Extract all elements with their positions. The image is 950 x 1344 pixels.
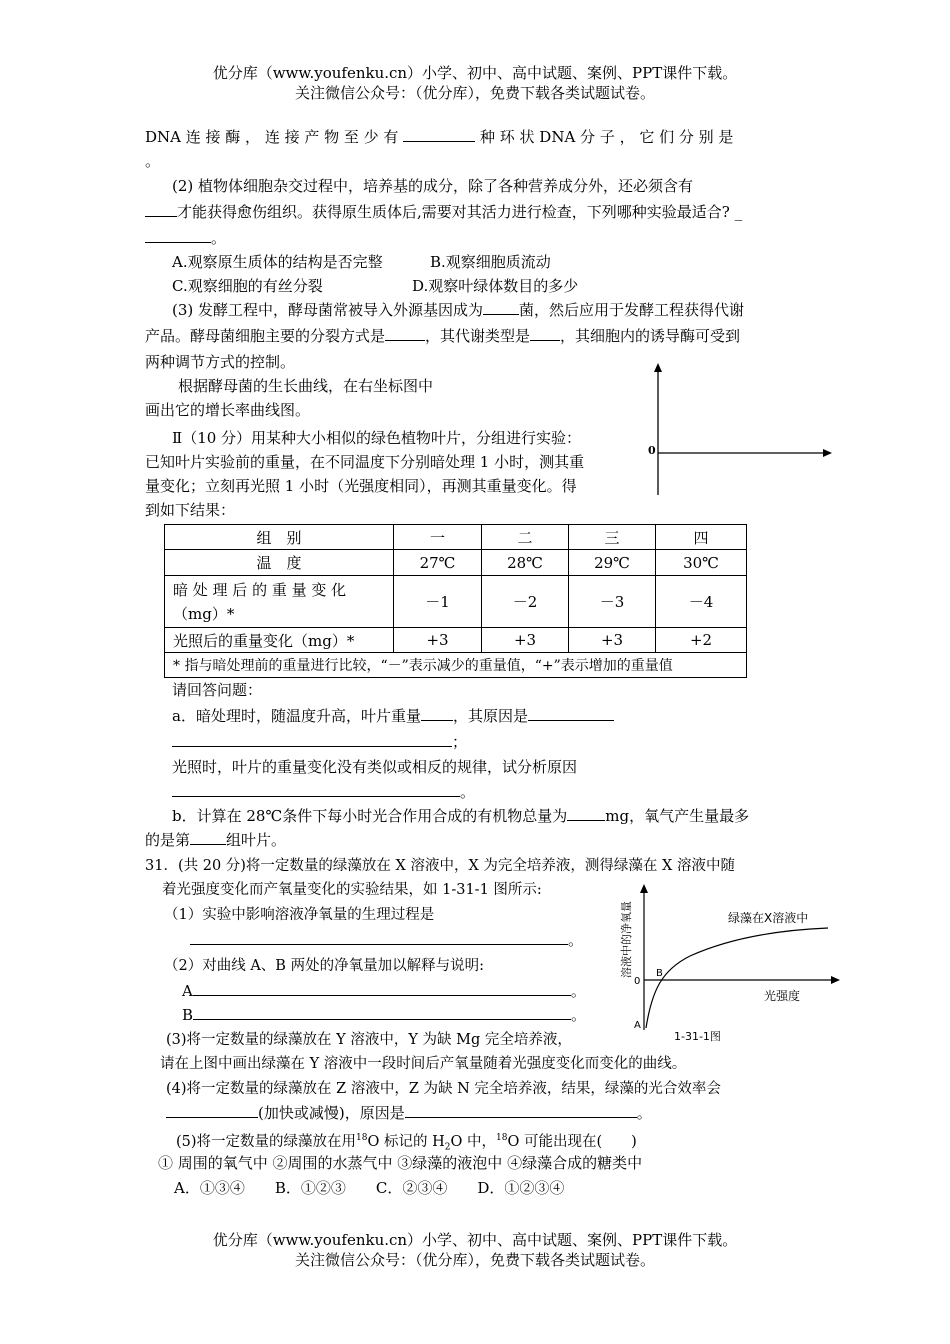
q31-label-b: B	[182, 1006, 194, 1024]
q31-5-sub: 2	[444, 1142, 451, 1153]
group-cell: 三	[569, 525, 656, 550]
header-line-1: 优分库（www.youfenku.cn）小学、初中、高中试题、案例、PPT课件下载。	[212, 64, 738, 82]
qa-blank-2[interactable]	[528, 704, 614, 721]
q2-line-3	[145, 226, 226, 250]
axis-zero-label: 0	[648, 444, 656, 457]
q31-blank-4a[interactable]	[166, 1101, 258, 1118]
dark-cell: －3	[569, 576, 656, 628]
row-label-group: 组 别	[165, 525, 394, 550]
q2-line-2	[145, 200, 742, 224]
qb-line-1	[172, 804, 749, 828]
q3-line-3: 两种调节方式的控制。	[145, 353, 296, 371]
graph-point-a: A	[634, 1020, 641, 1031]
q3-line-4: 根据酵母菌的生长曲线，在右坐标图中	[178, 377, 434, 395]
q31-end-a: 。	[570, 982, 586, 1000]
light-cell: +3	[482, 628, 569, 653]
q3-text-e: ，其细胞内的诱导酶可受到	[560, 327, 741, 345]
temp-cell: 27℃	[394, 550, 482, 576]
qa-line-3: 光照时，叶片的重量变化没有类似或相反的规律，试分析原因	[172, 758, 578, 776]
qa-text-2: ，其原因是	[452, 707, 528, 725]
graph-ylabel: 溶液中的净氧量	[620, 901, 633, 978]
qb-text-4: 组叶片。	[226, 831, 287, 849]
ask-line: 请回答问题：	[172, 681, 263, 699]
q31-sub-1: （1）实验中影响溶液净氧量的生理过程是	[164, 907, 435, 923]
part2-intro-3: 量变化；立刻再光照 1 小时（光强度相同），再测其重量变化。得	[145, 477, 577, 495]
q31-sub-3a: (3)将一定数量的绿藻放在 Y 溶液中，Y 为缺 Mg 完全培养液，	[166, 1032, 572, 1048]
q31-sub-4a: (4)将一定数量的绿藻放在 Z 溶液中，Z 为缺 N 完全培养液，结果，绿藻的光合效率会	[166, 1081, 721, 1097]
graph-caption: 1-31-1图	[674, 1030, 721, 1043]
table-row	[165, 576, 747, 628]
row-label-temp: 温 度	[165, 550, 394, 576]
qb-blank-1[interactable]	[567, 804, 605, 821]
graph-curve-label: 绿藻在X溶液中	[728, 911, 809, 925]
q1-end: 。	[145, 152, 161, 170]
q31-sub-2: （2）对曲线 A、B 两处的净氧量加以解释与说明:	[164, 958, 484, 974]
qb-text-2: mg，氧气产生量最多	[605, 807, 750, 825]
q2-blank-1[interactable]	[145, 200, 177, 217]
graph-y-arrow-icon	[640, 884, 648, 893]
light-cell: +2	[656, 628, 747, 653]
qa-text-5: 。	[460, 783, 476, 801]
q3-text-c: 产品。酵母菌细胞主要的分裂方式是	[145, 327, 386, 345]
qa-text-3: ；	[452, 733, 468, 751]
footer-line-1: 优分库（www.youfenku.cn）小学、初中、高中试题、案例、PPT课件下载。	[212, 1231, 738, 1249]
q2-text-b: 才能获得愈伤组织。获得原生质体后,需要对其活力进行检查，下列哪种实验最适合? _	[177, 203, 743, 221]
growth-axes	[640, 362, 835, 497]
q31-5-text-a: (5)将一定数量的绿藻放在用	[176, 1133, 357, 1150]
q1-text-b: 种 环 状 DNA 分 子 ， 它 们 分 别 是	[480, 128, 734, 146]
part2-intro-2: 已知叶片实验前的重量，在不同温度下分别暗处理 1 小时，测其重	[145, 453, 585, 471]
q31-blank-1[interactable]	[190, 928, 568, 945]
q31-5-choices: A．①③④ B．①②③ C．②③④ D．①②③④	[174, 1179, 565, 1197]
q31-5-sup-1: 18	[356, 1133, 368, 1143]
dark-cell: －4	[656, 576, 747, 628]
q1-blank[interactable]	[403, 125, 475, 142]
q3-line-5: 画出它的增长率曲线图。	[145, 401, 311, 419]
q31-5-options: ① 周围的氧气中 ②周围的水蒸气中 ③绿藻的液泡中 ④绿藻合成的糖类中	[158, 1154, 643, 1172]
table-note: * 指与暗处理前的重量进行比较，“－”表示减少的重量值，“+”表示增加的重量值	[165, 653, 747, 678]
x-axis-arrow-icon	[823, 449, 832, 457]
q31-end-b: 。	[571, 1006, 587, 1024]
graph-x-arrow-icon	[831, 976, 840, 984]
qa-blank-3[interactable]	[172, 730, 452, 747]
temp-cell: 28℃	[482, 550, 569, 576]
q31-line-1: 31．(共 20 分)将一定数量的绿藻放在 X 溶液中，X 为完全培养液，测得绿藻在 X 溶液中随	[145, 858, 735, 874]
results-table	[164, 524, 747, 678]
option-d: D.观察叶绿体数目的多少	[412, 277, 579, 295]
q31-5-text-b: O 标记的 H	[367, 1133, 445, 1150]
part2-intro-1: Ⅱ（10 分）用某种大小相似的绿色植物叶片，分组进行实验：	[172, 429, 582, 447]
q3-text-a: (3) 发酵工程中，酵母菌常被导入外源基因成为	[172, 301, 484, 319]
table-row	[165, 525, 747, 550]
row-label-light: 光照后的重量变化（mg）*	[165, 628, 394, 653]
q31-sub-2-a	[182, 979, 586, 1003]
group-cell: 二	[482, 525, 569, 550]
table-row	[165, 653, 747, 678]
q3-blank-2[interactable]	[385, 324, 425, 341]
q31-blank-b[interactable]	[193, 1003, 571, 1020]
qa-line-1	[172, 704, 614, 728]
oxygen-graph	[600, 880, 850, 1050]
dark-cell: －1	[394, 576, 482, 628]
row-label-dark: 暗 处 理 后 的 重 量 变 化（mg）*	[165, 576, 394, 628]
q31-sub-2-b	[182, 1003, 586, 1027]
oxygen-curve	[646, 928, 828, 1028]
temp-cell: 30℃	[656, 550, 747, 576]
q3-text-b: 菌，然后应用于发酵工程获得代谢	[519, 301, 745, 319]
header-line-2: 关注微信公众号：（优分库），免费下载各类试题试卷。	[294, 84, 655, 102]
graph-point-b: B	[656, 968, 663, 979]
qa-blank-4[interactable]	[172, 780, 460, 797]
qb-text-1: b．计算在 28℃条件下每小时光合作用合成的有机物总量为	[172, 807, 568, 825]
q31-end-1: 。	[568, 931, 584, 949]
qa-text-1: a．暗处理时，随温度升高，叶片重量	[172, 707, 421, 725]
q3-line-2	[145, 324, 740, 348]
qb-line-2	[145, 828, 286, 852]
q3-blank-3[interactable]	[530, 324, 560, 341]
q3-text-d: ，其代谢类型是	[425, 327, 531, 345]
group-cell: 四	[656, 525, 747, 550]
qa-blank-1[interactable]	[421, 704, 453, 721]
q31-5-text-c: O 中，	[450, 1133, 496, 1150]
graph-zero: 0	[634, 976, 641, 987]
group-cell: 一	[394, 525, 482, 550]
table-row	[165, 550, 747, 576]
q1-text-a: DNA 连 接 酶 ， 连 接 产 物 至 少 有	[145, 128, 399, 146]
q31-sub-1-answer	[190, 928, 583, 952]
option-c: C.观察细胞的有丝分裂	[172, 277, 323, 295]
y-axis-arrow-icon	[654, 363, 662, 372]
q31-label-a: A	[182, 982, 193, 1000]
footer-line-2: 关注微信公众号：（优分库），免费下载各类试题试卷。	[294, 1251, 655, 1269]
q31-sub-4b	[166, 1101, 652, 1125]
temp-cell: 29℃	[569, 550, 656, 576]
qb-text-3: 的是第	[145, 831, 191, 849]
q31-text-4c: 。	[636, 1104, 652, 1122]
q31-blank-a[interactable]	[193, 979, 571, 996]
qa-line-4	[172, 780, 475, 804]
option-a: A.观察原生质体的结构是否完整	[172, 253, 383, 271]
graph-xlabel: 光强度	[764, 989, 801, 1003]
light-cell: +3	[394, 628, 482, 653]
table-row	[165, 628, 747, 653]
q3-line-1	[172, 298, 744, 322]
dark-cell: －2	[482, 576, 569, 628]
q2-line-1: (2) 植物体细胞杂交过程中，培养基的成分，除了各种营养成分外，还必须含有	[172, 177, 694, 195]
part2-intro-4: 到如下结果：	[145, 501, 236, 519]
q1-line	[145, 125, 805, 149]
q31-blank-4b[interactable]	[405, 1101, 637, 1118]
q3-blank-1[interactable]	[483, 298, 519, 315]
q31-5-sup-2: 18	[496, 1133, 508, 1143]
qa-line-2	[172, 730, 467, 754]
q31-text-4b: (加快或减慢)，原因是	[258, 1104, 405, 1122]
light-cell: +3	[569, 628, 656, 653]
q31-line-2: 着光强度变化而产氧量变化的实验结果，如 1-31-1 图所示:	[162, 882, 542, 898]
qb-blank-2[interactable]	[190, 828, 226, 845]
q31-sub-3b: 请在上图中画出绿藻在 Y 溶液中一段时间后产氧量随着光强度变化而变化的曲线。	[160, 1056, 687, 1072]
q2-blank-2[interactable]	[145, 226, 211, 243]
q2-text-c: 。	[211, 229, 227, 247]
option-b: B.观察细胞质流动	[430, 253, 551, 271]
q31-5-text-d: O 可能出现在( )	[507, 1133, 637, 1150]
